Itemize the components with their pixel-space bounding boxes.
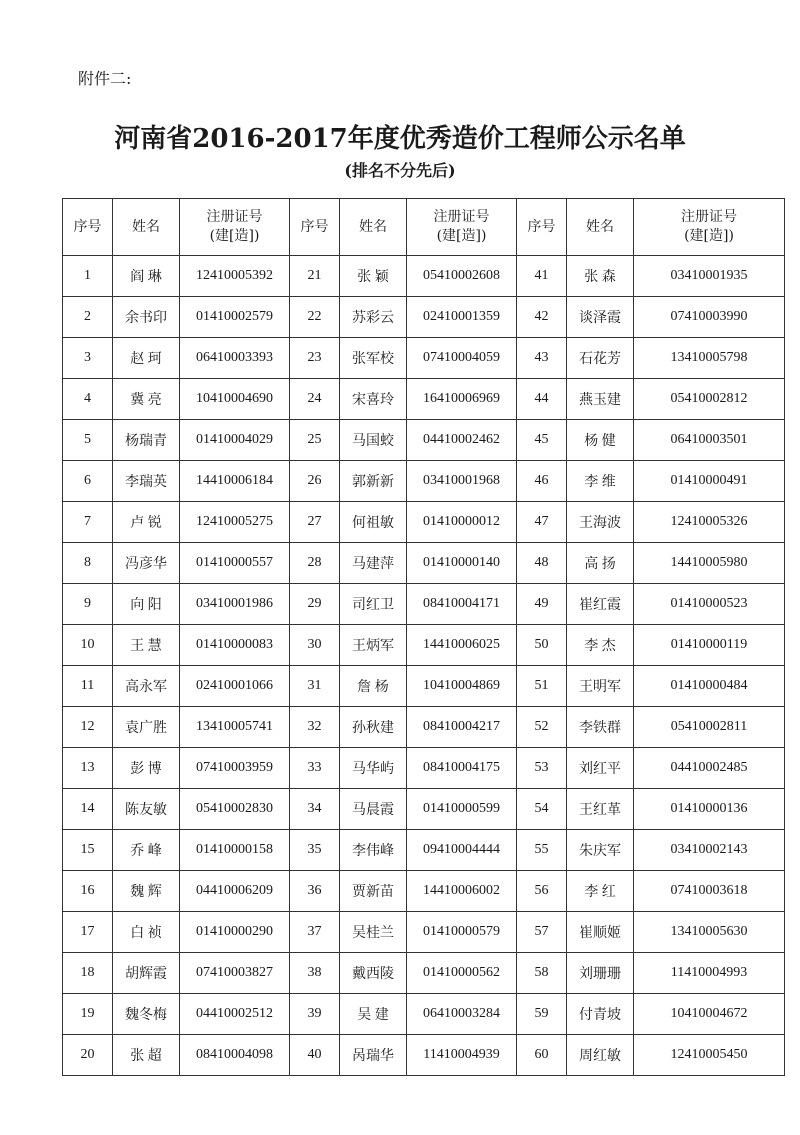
table-row bbox=[63, 666, 785, 707]
name-cell: 呙瑞华 bbox=[340, 1035, 407, 1076]
name-cell: 白 祯 bbox=[113, 912, 180, 953]
registration-cell: 01410004029 bbox=[180, 420, 290, 461]
header-registration-line2: (建[造]) bbox=[209, 228, 260, 244]
seq-cell: 46 bbox=[517, 461, 567, 502]
seq-cell: 35 bbox=[290, 830, 340, 871]
name-cell: 张军校 bbox=[340, 338, 407, 379]
registration-cell: 09410004444 bbox=[407, 830, 517, 871]
name-cell: 余书印 bbox=[113, 297, 180, 338]
table-row bbox=[63, 707, 785, 748]
seq-cell: 25 bbox=[290, 420, 340, 461]
name-cell: 张 颖 bbox=[340, 256, 407, 297]
registration-cell: 10410004672 bbox=[634, 994, 785, 1035]
registration-cell: 11410004939 bbox=[407, 1035, 517, 1076]
registration-cell: 06410003501 bbox=[634, 420, 785, 461]
seq-cell: 53 bbox=[517, 748, 567, 789]
document-subtitle: (排名不分先后) bbox=[344, 161, 456, 180]
roster-body bbox=[63, 256, 785, 1076]
seq-cell: 50 bbox=[517, 625, 567, 666]
seq-cell: 8 bbox=[63, 543, 113, 584]
table-row bbox=[63, 1035, 785, 1076]
table-row bbox=[63, 625, 785, 666]
name-cell: 李 维 bbox=[567, 461, 634, 502]
name-cell: 詹 杨 bbox=[340, 666, 407, 707]
table-row bbox=[63, 420, 785, 461]
name-cell: 赵 珂 bbox=[113, 338, 180, 379]
header-registration-line1: 注册证号 bbox=[206, 209, 263, 225]
name-cell: 王炳军 bbox=[340, 625, 407, 666]
name-cell: 刘珊珊 bbox=[567, 953, 634, 994]
name-cell: 高 扬 bbox=[567, 543, 634, 584]
attachment-label: 附件二: bbox=[78, 69, 132, 88]
name-cell: 贾新苗 bbox=[340, 871, 407, 912]
seq-cell: 29 bbox=[290, 584, 340, 625]
table-row bbox=[63, 584, 785, 625]
registration-cell: 08410004175 bbox=[407, 748, 517, 789]
seq-cell: 24 bbox=[290, 379, 340, 420]
seq-cell: 17 bbox=[63, 912, 113, 953]
name-cell: 马晨霞 bbox=[340, 789, 407, 830]
registration-cell: 04410006209 bbox=[180, 871, 290, 912]
registration-cell: 01410000484 bbox=[634, 666, 785, 707]
seq-cell: 1 bbox=[63, 256, 113, 297]
seq-cell: 36 bbox=[290, 871, 340, 912]
registration-cell: 12410005450 bbox=[634, 1035, 785, 1076]
registration-cell: 01410002579 bbox=[180, 297, 290, 338]
registration-cell: 03410001935 bbox=[634, 256, 785, 297]
registration-cell: 07410004059 bbox=[407, 338, 517, 379]
name-cell: 卢 锐 bbox=[113, 502, 180, 543]
registration-cell: 11410004993 bbox=[634, 953, 785, 994]
seq-cell: 22 bbox=[290, 297, 340, 338]
seq-cell: 38 bbox=[290, 953, 340, 994]
registration-cell: 06410003393 bbox=[180, 338, 290, 379]
name-cell: 崔顺姬 bbox=[567, 912, 634, 953]
name-cell: 王红革 bbox=[567, 789, 634, 830]
seq-cell: 27 bbox=[290, 502, 340, 543]
name-cell: 石花芳 bbox=[567, 338, 634, 379]
name-cell: 何祖敏 bbox=[340, 502, 407, 543]
seq-cell: 28 bbox=[290, 543, 340, 584]
seq-cell: 16 bbox=[63, 871, 113, 912]
seq-cell: 44 bbox=[517, 379, 567, 420]
name-cell: 向 阳 bbox=[113, 584, 180, 625]
table-row bbox=[63, 297, 785, 338]
table-row bbox=[63, 789, 785, 830]
seq-cell: 26 bbox=[290, 461, 340, 502]
table-row bbox=[63, 912, 785, 953]
header-registration-line1: 注册证号 bbox=[681, 209, 737, 225]
seq-cell: 34 bbox=[290, 789, 340, 830]
registration-cell: 12410005275 bbox=[180, 502, 290, 543]
registration-cell: 05410002830 bbox=[180, 789, 290, 830]
seq-cell: 60 bbox=[517, 1035, 567, 1076]
name-cell: 谈泽霞 bbox=[567, 297, 634, 338]
registration-cell: 05410002608 bbox=[407, 256, 517, 297]
name-cell: 苏彩云 bbox=[340, 297, 407, 338]
seq-cell: 57 bbox=[517, 912, 567, 953]
seq-cell: 23 bbox=[290, 338, 340, 379]
seq-cell: 5 bbox=[63, 420, 113, 461]
registration-cell: 04410002485 bbox=[634, 748, 785, 789]
seq-cell: 51 bbox=[517, 666, 567, 707]
registration-cell: 14410005980 bbox=[634, 543, 785, 584]
engineer-roster-table bbox=[62, 198, 785, 1076]
name-cell: 吴 建 bbox=[340, 994, 407, 1035]
name-cell: 周红敏 bbox=[567, 1035, 634, 1076]
name-cell: 宋喜玲 bbox=[340, 379, 407, 420]
name-cell: 魏 辉 bbox=[113, 871, 180, 912]
seq-cell: 54 bbox=[517, 789, 567, 830]
seq-cell: 11 bbox=[63, 666, 113, 707]
seq-cell: 12 bbox=[63, 707, 113, 748]
seq-cell: 52 bbox=[517, 707, 567, 748]
seq-cell: 43 bbox=[517, 338, 567, 379]
registration-cell: 01410000136 bbox=[634, 789, 785, 830]
registration-cell: 07410003959 bbox=[180, 748, 290, 789]
registration-cell: 03410001968 bbox=[407, 461, 517, 502]
seq-cell: 58 bbox=[517, 953, 567, 994]
name-cell: 司红卫 bbox=[340, 584, 407, 625]
seq-cell: 15 bbox=[63, 830, 113, 871]
name-cell: 高永军 bbox=[113, 666, 180, 707]
header-registration-line1: 注册证号 bbox=[433, 209, 490, 225]
registration-cell: 01410000119 bbox=[634, 625, 785, 666]
name-cell: 燕玉建 bbox=[567, 379, 634, 420]
name-cell: 杨瑞青 bbox=[113, 420, 180, 461]
seq-cell: 55 bbox=[517, 830, 567, 871]
name-cell: 郭新新 bbox=[340, 461, 407, 502]
seq-cell: 21 bbox=[290, 256, 340, 297]
registration-cell: 01410000523 bbox=[634, 584, 785, 625]
registration-cell: 04410002512 bbox=[180, 994, 290, 1035]
registration-cell: 03410001986 bbox=[180, 584, 290, 625]
header-seq: 序号 bbox=[63, 199, 113, 256]
name-cell: 李铁群 bbox=[567, 707, 634, 748]
seq-cell: 13 bbox=[63, 748, 113, 789]
seq-cell: 33 bbox=[290, 748, 340, 789]
name-cell: 付青坡 bbox=[567, 994, 634, 1035]
seq-cell: 19 bbox=[63, 994, 113, 1035]
registration-cell: 01410000557 bbox=[180, 543, 290, 584]
name-cell: 袁广胜 bbox=[113, 707, 180, 748]
registration-cell: 01410000158 bbox=[180, 830, 290, 871]
registration-cell: 01410000012 bbox=[407, 502, 517, 543]
header-name: 姓名 bbox=[567, 199, 634, 256]
registration-cell: 10410004869 bbox=[407, 666, 517, 707]
table-row bbox=[63, 502, 785, 543]
registration-cell: 07410003618 bbox=[634, 871, 785, 912]
seq-cell: 4 bbox=[63, 379, 113, 420]
name-cell: 马建萍 bbox=[340, 543, 407, 584]
name-cell: 戴西陵 bbox=[340, 953, 407, 994]
name-cell: 朱庆军 bbox=[567, 830, 634, 871]
seq-cell: 56 bbox=[517, 871, 567, 912]
name-cell: 陈友敏 bbox=[113, 789, 180, 830]
registration-cell: 08410004098 bbox=[180, 1035, 290, 1076]
registration-cell: 01410000491 bbox=[634, 461, 785, 502]
table-row bbox=[63, 953, 785, 994]
registration-cell: 01410000579 bbox=[407, 912, 517, 953]
seq-cell: 31 bbox=[290, 666, 340, 707]
seq-cell: 39 bbox=[290, 994, 340, 1035]
seq-cell: 47 bbox=[517, 502, 567, 543]
name-cell: 马华屿 bbox=[340, 748, 407, 789]
name-cell: 张 森 bbox=[567, 256, 634, 297]
header-row bbox=[63, 199, 785, 256]
name-cell: 胡辉霞 bbox=[113, 953, 180, 994]
seq-cell: 20 bbox=[63, 1035, 113, 1076]
header-seq: 序号 bbox=[290, 199, 340, 256]
table-row bbox=[63, 748, 785, 789]
name-cell: 马国蛟 bbox=[340, 420, 407, 461]
registration-cell: 02410001359 bbox=[407, 297, 517, 338]
registration-cell: 01410000140 bbox=[407, 543, 517, 584]
registration-cell: 07410003827 bbox=[180, 953, 290, 994]
name-cell: 王海波 bbox=[567, 502, 634, 543]
seq-cell: 40 bbox=[290, 1035, 340, 1076]
registration-cell: 13410005630 bbox=[634, 912, 785, 953]
name-cell: 李伟峰 bbox=[340, 830, 407, 871]
registration-cell: 16410006969 bbox=[407, 379, 517, 420]
registration-cell: 01410000290 bbox=[180, 912, 290, 953]
header-registration bbox=[634, 199, 785, 256]
seq-cell: 14 bbox=[63, 789, 113, 830]
header-name: 姓名 bbox=[113, 199, 180, 256]
name-cell: 吴桂兰 bbox=[340, 912, 407, 953]
header-registration-line2: (建[造]) bbox=[436, 228, 487, 244]
seq-cell: 18 bbox=[63, 953, 113, 994]
header-registration bbox=[407, 199, 517, 256]
seq-cell: 3 bbox=[63, 338, 113, 379]
registration-cell: 05410002811 bbox=[634, 707, 785, 748]
name-cell: 冀 亮 bbox=[113, 379, 180, 420]
registration-cell: 14410006184 bbox=[180, 461, 290, 502]
registration-cell: 10410004690 bbox=[180, 379, 290, 420]
seq-cell: 30 bbox=[290, 625, 340, 666]
seq-cell: 6 bbox=[63, 461, 113, 502]
document-title: 河南省2016-2017年度优秀造价工程师公示名单 bbox=[114, 124, 686, 154]
name-cell: 彭 博 bbox=[113, 748, 180, 789]
registration-cell: 13410005798 bbox=[634, 338, 785, 379]
header-seq: 序号 bbox=[517, 199, 567, 256]
name-cell: 冯彦华 bbox=[113, 543, 180, 584]
registration-cell: 06410003284 bbox=[407, 994, 517, 1035]
registration-cell: 01410000599 bbox=[407, 789, 517, 830]
registration-cell: 01410000562 bbox=[407, 953, 517, 994]
header-name: 姓名 bbox=[340, 199, 407, 256]
name-cell: 李 红 bbox=[567, 871, 634, 912]
registration-cell: 12410005326 bbox=[634, 502, 785, 543]
registration-cell: 13410005741 bbox=[180, 707, 290, 748]
name-cell: 刘红平 bbox=[567, 748, 634, 789]
name-cell: 李 杰 bbox=[567, 625, 634, 666]
name-cell: 魏冬梅 bbox=[113, 994, 180, 1035]
name-cell: 王 慧 bbox=[113, 625, 180, 666]
header-registration bbox=[180, 199, 290, 256]
registration-cell: 12410005392 bbox=[180, 256, 290, 297]
name-cell: 王明军 bbox=[567, 666, 634, 707]
registration-cell: 14410006025 bbox=[407, 625, 517, 666]
seq-cell: 32 bbox=[290, 707, 340, 748]
seq-cell: 7 bbox=[63, 502, 113, 543]
header-registration-line2: (建[造]) bbox=[684, 228, 734, 244]
seq-cell: 2 bbox=[63, 297, 113, 338]
seq-cell: 49 bbox=[517, 584, 567, 625]
table-row bbox=[63, 543, 785, 584]
registration-cell: 14410006002 bbox=[407, 871, 517, 912]
seq-cell: 42 bbox=[517, 297, 567, 338]
table-row bbox=[63, 994, 785, 1035]
name-cell: 杨 健 bbox=[567, 420, 634, 461]
registration-cell: 03410002143 bbox=[634, 830, 785, 871]
seq-cell: 59 bbox=[517, 994, 567, 1035]
seq-cell: 41 bbox=[517, 256, 567, 297]
seq-cell: 9 bbox=[63, 584, 113, 625]
name-cell: 李瑞英 bbox=[113, 461, 180, 502]
name-cell: 孙秋建 bbox=[340, 707, 407, 748]
table-row bbox=[63, 461, 785, 502]
registration-cell: 04410002462 bbox=[407, 420, 517, 461]
table-row bbox=[63, 871, 785, 912]
registration-cell: 01410000083 bbox=[180, 625, 290, 666]
registration-cell: 07410003990 bbox=[634, 297, 785, 338]
registration-cell: 02410001066 bbox=[180, 666, 290, 707]
seq-cell: 45 bbox=[517, 420, 567, 461]
registration-cell: 08410004217 bbox=[407, 707, 517, 748]
seq-cell: 10 bbox=[63, 625, 113, 666]
table-row bbox=[63, 379, 785, 420]
seq-cell: 48 bbox=[517, 543, 567, 584]
seq-cell: 37 bbox=[290, 912, 340, 953]
name-cell: 乔 峰 bbox=[113, 830, 180, 871]
name-cell: 崔红霞 bbox=[567, 584, 634, 625]
registration-cell: 05410002812 bbox=[634, 379, 785, 420]
registration-cell: 08410004171 bbox=[407, 584, 517, 625]
table-row bbox=[63, 256, 785, 297]
table-row bbox=[63, 338, 785, 379]
name-cell: 张 超 bbox=[113, 1035, 180, 1076]
table-row bbox=[63, 830, 785, 871]
name-cell: 阎 琳 bbox=[113, 256, 180, 297]
